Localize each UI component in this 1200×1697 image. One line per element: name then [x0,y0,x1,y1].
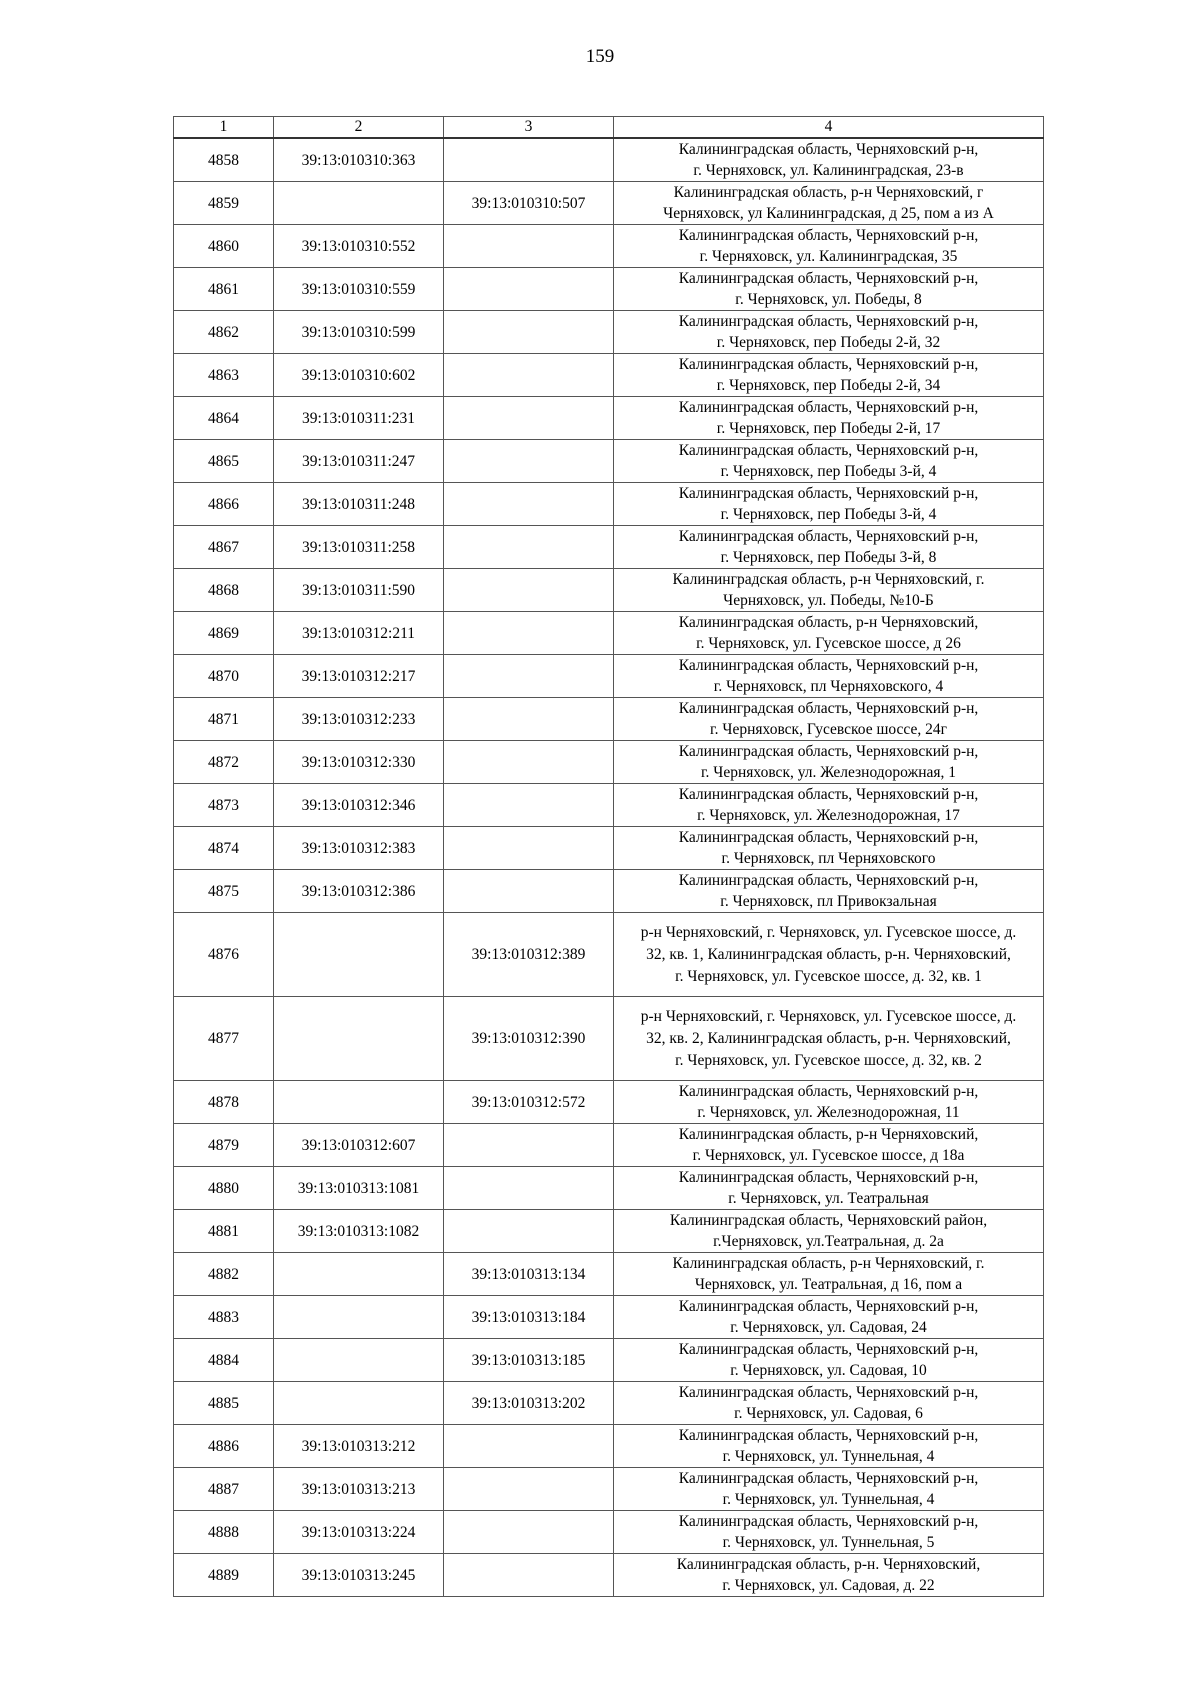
address-line: Черняховск, ул Калининградская, д 25, пом а из А [663,205,994,222]
address-line: Калининградская область, Черняховский р-н, [678,528,979,545]
table-row [174,569,1044,612]
address-cell [614,870,1044,913]
address-cell [614,1124,1044,1167]
address-cell [614,354,1044,397]
address-line: Калининградская область, Черняховский р-н, [678,786,979,803]
address-cell [614,913,1044,997]
cadastral-number-cell: 39:13:010312:386 [274,870,444,913]
address-line: Калининградская область, Черняховский р-н, [678,657,979,674]
address-cell [614,1253,1044,1296]
cadastral-number-cell: 39:13:010311:590 [274,569,444,612]
row-number-cell: 4874 [174,827,274,870]
row-number-cell: 4865 [174,440,274,483]
cadastral-number-cell: 39:13:010312:211 [274,612,444,655]
table-row [174,1425,1044,1468]
address-cell [614,138,1044,182]
address-cell [614,741,1044,784]
address-line: 32, кв. 1, Калининградская область, р-н. Черняховский, [646,945,1011,963]
cadastral-number-cell [444,612,614,655]
address-line: Калининградская область, Черняховский район, [669,1212,988,1229]
address-line: Калининградская область, Черняховский р-н, [678,1384,979,1401]
address-line: Калининградская область, Черняховский р-н, [678,442,979,459]
table-row [174,354,1044,397]
address-line: Калининградская область, Черняховский р-н, [678,1470,979,1487]
cadastral-number-cell [444,440,614,483]
cadastral-number-cell: 39:13:010312:217 [274,655,444,698]
table-row [174,440,1044,483]
address-line: г. Черняховск, ул. Садовая, 24 [730,1319,927,1336]
column-header-4: 4 [614,117,1044,139]
address-cell [614,397,1044,440]
address-line: г. Черняховск, ул. Театральная [728,1190,929,1207]
cadastral-number-cell: 39:13:010310:599 [274,311,444,354]
address-line: р-н Черняховский, г. Черняховск, ул. Гусевское шоссе, д. [640,1007,1017,1025]
cadastral-number-cell: 39:13:010313:245 [274,1554,444,1597]
row-number-cell: 4876 [174,913,274,997]
address-cell [614,1339,1044,1382]
column-header-2: 2 [274,117,444,139]
table-row [174,138,1044,182]
row-number-cell: 4871 [174,698,274,741]
row-number-cell: 4875 [174,870,274,913]
address-line: Калининградская область, р-н Черняховский, [678,614,979,631]
page-number: 159 [585,46,615,67]
cadastral-number-cell: 39:13:010313:213 [274,1468,444,1511]
table-row [174,913,1044,997]
cadastral-number-cell: 39:13:010312:346 [274,784,444,827]
cadastral-number-cell: 39:13:010312:572 [444,1081,614,1124]
address-line: г. Черняховск, ул. Садовая, 6 [734,1405,923,1422]
table-row [174,1554,1044,1597]
cadastral-number-cell: 39:13:010311:258 [274,526,444,569]
address-line: г. Черняховск, ул. Туннельная, 5 [722,1534,935,1551]
cadastral-number-cell [444,569,614,612]
row-number-cell: 4859 [174,182,274,225]
address-line: г. Черняховск, ул. Гусевское шоссе, д. 32, кв. 1 [675,967,982,985]
address-line: Калининградская область, р-н. Черняховский, [676,1556,981,1573]
address-line: г. Черняховск, ул. Железнодорожная, 11 [697,1104,960,1121]
address-line: Черняховск, ул. Победы, №10-Б [723,592,934,609]
row-number-cell: 4884 [174,1339,274,1382]
row-number-cell: 4867 [174,526,274,569]
cadastral-number-cell [274,1253,444,1296]
cadastral-number-cell [444,698,614,741]
cadastral-number-cell: 39:13:010313:134 [444,1253,614,1296]
table-row [174,655,1044,698]
cadastral-number-cell [274,913,444,997]
table-row [174,1167,1044,1210]
cadastral-number-cell: 39:13:010313:224 [274,1511,444,1554]
row-number-cell: 4866 [174,483,274,526]
address-line: Калининградская область, Черняховский р-н, [678,1341,979,1358]
address-cell [614,1554,1044,1597]
address-line: Калининградская область, р-н Черняховский, г [673,184,984,201]
address-cell [614,440,1044,483]
address-line: г. Черняховск, ул. Железнодорожная, 1 [700,764,957,781]
cadastral-number-cell [444,1511,614,1554]
address-cell [614,483,1044,526]
row-number-cell: 4872 [174,741,274,784]
address-line: Калининградская область, Черняховский р-н, [678,1513,979,1530]
cadastral-number-cell [274,1296,444,1339]
cadastral-number-cell: 39:13:010311:231 [274,397,444,440]
cadastral-number-cell [274,1382,444,1425]
cadastral-number-cell [444,1210,614,1253]
row-number-cell: 4863 [174,354,274,397]
address-line: г. Черняховск, пер Победы 2-й, 17 [716,420,941,437]
address-cell [614,612,1044,655]
cadastral-number-cell [444,138,614,182]
table-row [174,268,1044,311]
cadastral-number-cell [444,225,614,268]
address-line: г. Черняховск, ул. Туннельная, 4 [722,1448,935,1465]
address-line: г. Черняховск, пл Черняховского [721,850,936,867]
cadastral-number-cell: 39:13:010313:185 [444,1339,614,1382]
row-number-cell: 4858 [174,138,274,182]
address-line: Калининградская область, Черняховский р-н, [678,829,979,846]
table-row [174,741,1044,784]
address-cell [614,827,1044,870]
row-number-cell: 4883 [174,1296,274,1339]
address-line: Черняховск, ул. Театральная, д 16, пом а [694,1276,963,1293]
row-number-cell: 4886 [174,1425,274,1468]
cadastral-number-cell [444,655,614,698]
address-line: г. Черняховск, ул. Гусевское шоссе, д. 32, кв. 2 [675,1051,982,1069]
address-line: Калининградская область, Черняховский р-н, [678,872,979,889]
cadastral-number-cell [444,741,614,784]
cadastral-number-cell [274,182,444,225]
row-number-cell: 4888 [174,1511,274,1554]
cadastral-number-cell: 39:13:010312:607 [274,1124,444,1167]
address-cell [614,1167,1044,1210]
row-number-cell: 4864 [174,397,274,440]
address-line: г. Черняховск, ул. Калининградская, 23-в [693,162,964,179]
row-number-cell: 4887 [174,1468,274,1511]
address-line: Калининградская область, Черняховский р-н, [678,485,979,502]
table-row [174,1253,1044,1296]
address-line: Калининградская область, Черняховский р-н, [678,700,979,717]
address-line: р-н Черняховский, г. Черняховск, ул. Гусевское шоссе, д. [640,923,1017,941]
address-line: Калининградская область, Черняховский р-н, [678,1427,979,1444]
cadastral-number-cell [444,1425,614,1468]
address-line: г. Черняховск, ул. Железнодорожная, 17 [697,807,960,824]
row-number-cell: 4881 [174,1210,274,1253]
table-row [174,1124,1044,1167]
table-row [174,1511,1044,1554]
cadastral-number-cell: 39:13:010313:1082 [274,1210,444,1253]
address-line: г. Черняховск, ул. Туннельная, 4 [722,1491,935,1508]
table-row [174,612,1044,655]
address-line: г. Черняховск, пер Победы 2-й, 32 [716,334,941,351]
row-number-cell: 4861 [174,268,274,311]
address-line: Калининградская область, р-н Черняховский, [678,1126,979,1143]
address-line: Калининградская область, Черняховский р-н, [678,356,979,373]
row-number-cell: 4860 [174,225,274,268]
address-line: Калининградская область, Черняховский р-н, [678,1169,979,1186]
row-number-cell: 4869 [174,612,274,655]
table-row [174,526,1044,569]
cadastral-number-cell: 39:13:010313:202 [444,1382,614,1425]
cadastral-number-cell [444,354,614,397]
address-line: г. Черняховск, пл Привокзальная [720,893,937,910]
address-line: Калининградская область, р-н Черняховский, г. [672,571,985,588]
address-cell [614,784,1044,827]
cadastral-number-cell [444,1124,614,1167]
cadastral-number-cell [444,784,614,827]
address-line: Калининградская область, Черняховский р-н, [678,227,979,244]
address-line: Калининградская область, Черняховский р-н, [678,399,979,416]
address-cell [614,225,1044,268]
cadastral-number-cell [444,526,614,569]
cadastral-number-cell: 39:13:010311:247 [274,440,444,483]
cadastral-number-cell [444,311,614,354]
cadastral-number-cell: 39:13:010313:184 [444,1296,614,1339]
cadastral-number-cell: 39:13:010310:559 [274,268,444,311]
address-cell [614,997,1044,1081]
cadastral-number-cell: 39:13:010310:602 [274,354,444,397]
row-number-cell: 4870 [174,655,274,698]
cadastral-number-cell [444,483,614,526]
address-line: г. Черняховск, пер Победы 2-й, 34 [716,377,941,394]
cadastral-number-cell: 39:13:010311:248 [274,483,444,526]
address-line: г.Черняховск, ул.Театральная, д. 2а [713,1233,944,1250]
address-line: г. Черняховск, Гусевское шоссе, 24г [710,721,947,738]
address-line: г. Черняховск, ул. Гусевское шоссе, д 18а [692,1147,965,1164]
address-line: Калининградская область, Черняховский р-н, [678,270,979,287]
cadastral-number-cell [444,827,614,870]
table-row [174,1081,1044,1124]
address-line: 32, кв. 2, Калининградская область, р-н. Черняховский, [646,1029,1011,1047]
table-row [174,698,1044,741]
address-line: г. Черняховск, ул. Садовая, д. 22 [722,1577,935,1594]
address-line: г. Черняховск, пер Победы 3-й, 4 [720,506,937,523]
address-cell [614,1468,1044,1511]
table-row [174,1296,1044,1339]
table-row [174,1339,1044,1382]
table-row [174,225,1044,268]
cadastral-number-cell [444,1554,614,1597]
address-cell [614,1081,1044,1124]
cadastral-number-cell [444,268,614,311]
cadastral-number-cell: 39:13:010312:233 [274,698,444,741]
address-line: г. Черняховск, пер Победы 3-й, 8 [720,549,937,566]
table-row [174,997,1044,1081]
address-cell [614,569,1044,612]
column-header-3: 3 [444,117,614,139]
cadastral-number-cell: 39:13:010312:330 [274,741,444,784]
address-cell [614,1382,1044,1425]
address-cell [614,182,1044,225]
cadastral-number-cell [274,1081,444,1124]
address-line: г. Черняховск, пл Черняховского, 4 [713,678,944,695]
address-line: Калининградская область, р-н Черняховский, г. [672,1255,985,1272]
row-number-cell: 4879 [174,1124,274,1167]
cadastral-number-cell [444,397,614,440]
cadastral-number-cell: 39:13:010310:507 [444,182,614,225]
address-line: г. Черняховск, ул. Садовая, 10 [730,1362,927,1379]
row-number-cell: 4880 [174,1167,274,1210]
address-cell [614,655,1044,698]
cadastral-number-cell [444,1167,614,1210]
table-header-row [174,117,1044,139]
address-line: Калининградская область, Черняховский р-н, [678,313,979,330]
table-row [174,1382,1044,1425]
cadastral-number-cell: 39:13:010313:212 [274,1425,444,1468]
cadastral-number-cell: 39:13:010312:383 [274,827,444,870]
address-line: г. Черняховск, ул. Калининградская, 35 [699,248,958,265]
cadastral-number-cell: 39:13:010310:363 [274,138,444,182]
address-cell [614,1296,1044,1339]
table-row [174,827,1044,870]
row-number-cell: 4889 [174,1554,274,1597]
cadastral-number-cell: 39:13:010312:390 [444,997,614,1081]
address-cell [614,311,1044,354]
row-number-cell: 4873 [174,784,274,827]
address-line: г. Черняховск, ул. Гусевское шоссе, д 26 [696,635,961,652]
address-line: Калининградская область, Черняховский р-н, [678,1298,979,1315]
table-row [174,1468,1044,1511]
table-row [174,784,1044,827]
row-number-cell: 4882 [174,1253,274,1296]
address-line: г. Черняховск, пер Победы 3-й, 4 [720,463,937,480]
address-line: г. Черняховск, ул. Победы, 8 [735,291,922,308]
address-cell [614,526,1044,569]
table-row [174,1210,1044,1253]
table-row [174,311,1044,354]
address-line: Калининградская область, Черняховский р-н, [678,141,979,158]
cadastral-number-cell: 39:13:010312:389 [444,913,614,997]
row-number-cell: 4885 [174,1382,274,1425]
cadastral-number-cell [274,997,444,1081]
table-row [174,397,1044,440]
cadastral-number-cell [444,870,614,913]
cadastral-number-cell: 39:13:010310:552 [274,225,444,268]
cadastral-number-cell [444,1468,614,1511]
address-cell [614,1210,1044,1253]
row-number-cell: 4877 [174,997,274,1081]
row-number-cell: 4862 [174,311,274,354]
table-row [174,182,1044,225]
table-row [174,483,1044,526]
address-cell [614,268,1044,311]
cadastral-number-cell [274,1339,444,1382]
row-number-cell: 4878 [174,1081,274,1124]
address-cell [614,1425,1044,1468]
row-number-cell: 4868 [174,569,274,612]
registry-table [173,116,1044,1597]
address-cell [614,698,1044,741]
cadastral-number-cell: 39:13:010313:1081 [274,1167,444,1210]
address-line: Калининградская область, Черняховский р-н, [678,1083,979,1100]
address-line: Калининградская область, Черняховский р-н, [678,743,979,760]
column-header-1: 1 [174,117,274,139]
table-row [174,870,1044,913]
address-cell [614,1511,1044,1554]
